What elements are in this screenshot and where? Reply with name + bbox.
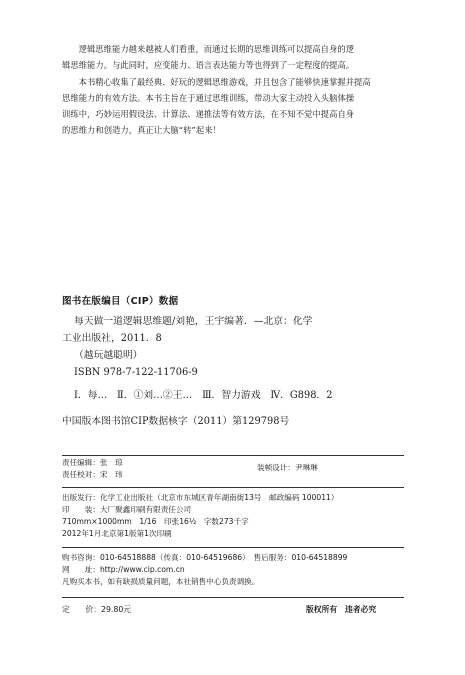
divider [62,455,404,456]
intro-line: 训练中，巧妙运用假设法、计算法、递推法等有效方法，在不知不觉中提高自身 [62,109,355,120]
intro-line: 辑思维能力。与此同时，应变能力、语言表达能力等也得到了一定程度的提高。 [62,60,355,71]
quality-line: 凡购买本书，如有缺损质量问题，本社销售中心负责调换。 [62,577,260,586]
publisher-line: 出版发行：化学工业出版社（北京市东城区青年湖南街13号 邮政编码 100011） [62,493,339,502]
proofreader-line: 责任校对：宋 玮 [62,470,123,479]
cip-record [62,313,404,404]
cip-series-line: （越玩越聪明） [74,350,143,361]
cip-title-line: 每天做一道逻辑思维题/刘艳，王宇编著．—北京：化学 [74,316,313,327]
printer-line: 印 装：大厂聚鑫印刷有限责任公司 [62,505,192,514]
divider [62,597,404,598]
website-line: 网 址：http://www.cip.com.cn [62,565,185,574]
intro-line: 本书精心收集了最经典、好玩的逻辑思维游戏，并且包含了能够快速掌握并提高 [78,76,371,87]
cip-isbn-line: ISBN 978-7-122-11706-9 [74,367,198,378]
editor-block [62,457,123,481]
edition-line: 2012年1月北京第1版第1次印刷 [62,529,172,538]
cip-publisher-line: 工业出版社，2011．8 [62,333,162,344]
editor-line: 责任编辑：张 琼 [62,458,123,467]
intro-line: 思维能力的有效方法。本书主旨在于通过思维训练，带动大家主动投入头脑体操 [62,92,355,103]
cip-heading: 图书在版编目（CIP）数据 [62,296,179,307]
purchase-line: 购书咨询：010-64518888（传真：010-64519686） 售后服务：010-64518899 [62,553,348,562]
cip-number: 中国版本图书馆CIP数据核字（2011）第129798号 [62,416,290,427]
cip-classification-line: Ⅰ．每… Ⅱ．①刘…②王… Ⅲ．智力游戏 Ⅳ．G898．2 [74,390,333,401]
intro-paragraph [62,41,404,139]
divider [62,487,404,488]
rights-notice: 版权所有 违者必究 [306,605,377,614]
intro-line: 逻辑思维能力越来越被人们看重，而通过长期的思维训练可以提高自身的逻 [78,44,355,54]
contact-block [62,552,347,588]
designer-line: 装帧设计：尹琳琳 [257,463,318,472]
publication-block [62,492,338,540]
price-line: 定 价：29.80元 [62,605,132,614]
divider [62,547,404,548]
intro-line: 的思维力和创造力，真正让大脑“转”起来！ [62,125,221,136]
format-line: 710mm×1000mm 1/16 印张16½ 字数273千字 [62,517,249,526]
